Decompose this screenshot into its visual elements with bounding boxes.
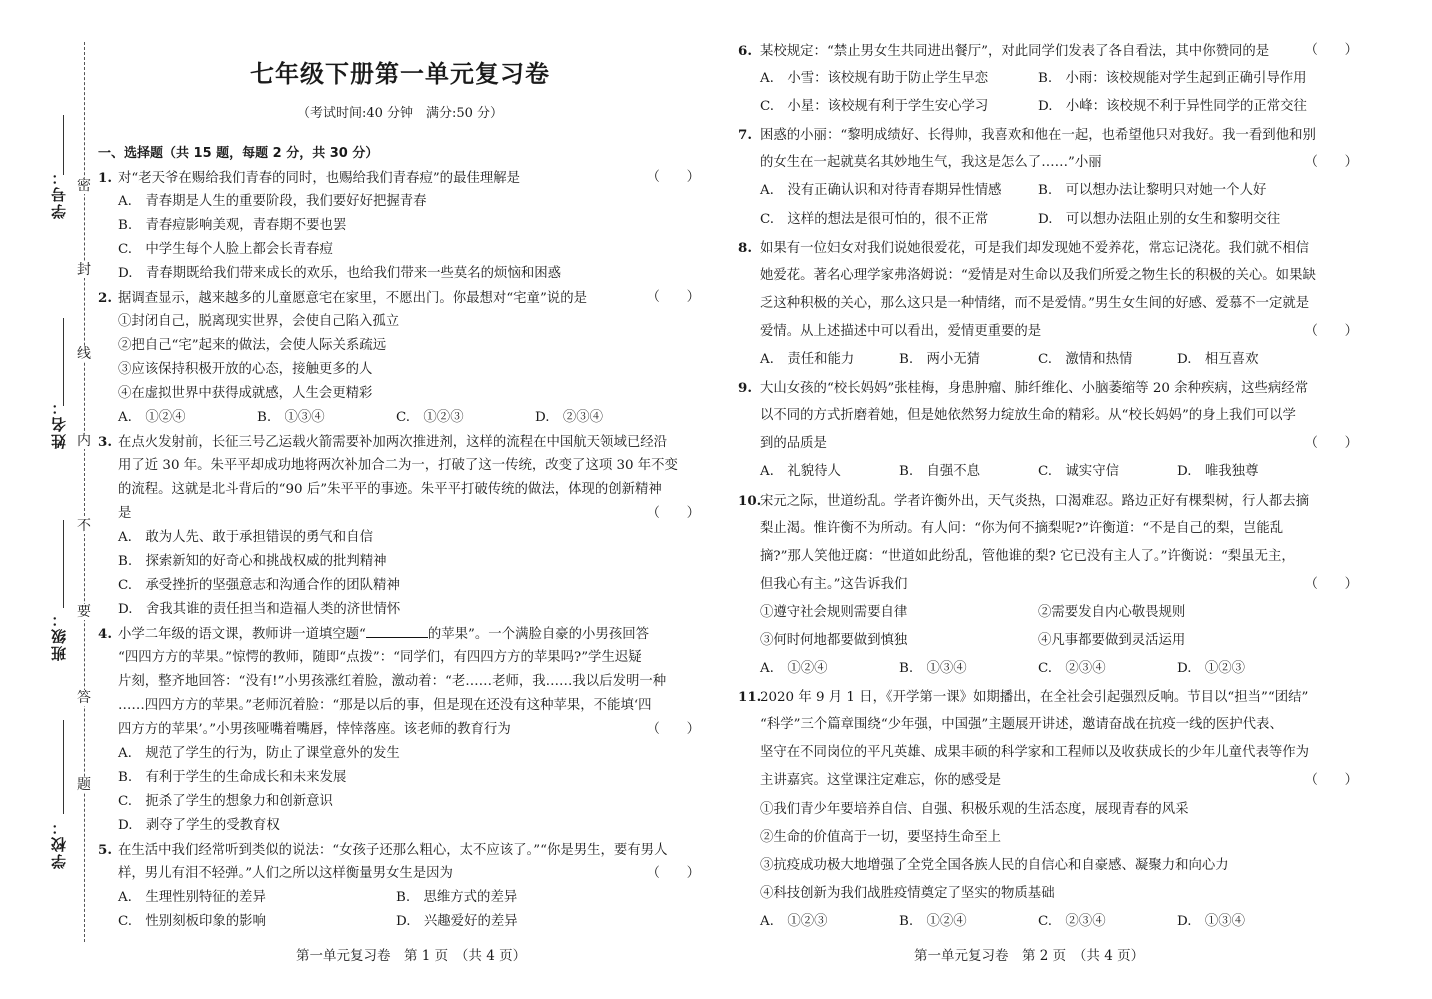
line-text: ……四四方方的苹果。”老师沉着脸：“那是以后的事，但是现在还没有这种苹果，不能填‘四 xyxy=(118,698,652,713)
question-text xyxy=(738,767,1358,795)
option-item: D. 相互喜欢 xyxy=(1177,352,1259,368)
class-line xyxy=(63,520,64,608)
question-text xyxy=(98,574,700,598)
option-item: D. 可以想办法阻止别的女生和黎明交往 xyxy=(1038,211,1281,227)
option-item: A. 生理性别特征的差异 xyxy=(118,890,266,905)
option-item: D. ①③④ xyxy=(1177,913,1246,929)
school-line xyxy=(63,720,64,814)
question-number: 9. xyxy=(738,380,752,397)
question-text xyxy=(738,515,1358,543)
answer-bracket: （ ） xyxy=(646,290,700,305)
option-row xyxy=(98,910,700,934)
school-label: 学校： xyxy=(50,818,68,869)
option-item: D. ②③④ xyxy=(535,410,604,425)
line-text: 大山女孩的“校长妈妈”张桂梅，身患肿瘤、肺纤维化、小脑萎缩等 20 余种疾病，这些病经常 xyxy=(760,381,1309,397)
line-text: B. 有利于学生的生命成长和未来发展 xyxy=(118,770,347,785)
seal-char: 题 xyxy=(77,777,91,793)
line-text: 爱情。从上述描述中可以看出，爱情更重要的是 xyxy=(760,323,1042,339)
fill-blank xyxy=(366,623,428,638)
question-stem xyxy=(98,838,700,862)
line-text: 摘?”那人笑他迂腐：“世道如此纷乱，管他谁的梨? 它已没有主人了。”许衡说：“梨虽无主， xyxy=(760,548,1295,564)
question-text xyxy=(98,190,700,214)
option-item: B. ①②④ xyxy=(899,913,967,929)
option-item: A. ①②④ xyxy=(118,410,186,425)
line-text: 但我心有主。”这告诉我们 xyxy=(760,576,908,592)
answer-bracket: （ ） xyxy=(646,722,700,737)
option-item: C. 这样的想法是很可怕的，很不正常 xyxy=(760,211,989,227)
line-text: 宋元之际，世道纷乱。学者许衡外出，天气炎热，口渴难忍。路边正好有棵梨树，行人都去摘 xyxy=(760,493,1310,509)
seal-char: 线 xyxy=(77,346,91,362)
option-row xyxy=(738,177,1358,205)
question-text xyxy=(738,824,1358,852)
option-item: C. 小星：该校规有利于学生安心学习 xyxy=(760,99,989,115)
question-stem xyxy=(98,622,700,646)
question-text xyxy=(738,430,1358,458)
line-text: 主讲嘉宾。这堂课注定难忘，你的感受是 xyxy=(760,773,1002,789)
question-text xyxy=(98,766,700,790)
answer-bracket: （ ） xyxy=(646,866,700,881)
line-text: 小学二年级的语文课，教师讲一道填空题“ xyxy=(118,627,366,642)
question-number: 7. xyxy=(738,127,752,144)
question-number: 3. xyxy=(98,434,112,450)
section-heading: 一、选择题（共 15 题，每题 2 分，共 30 分） xyxy=(98,146,379,161)
question-text xyxy=(98,334,700,358)
option-row xyxy=(738,655,1358,683)
line-text: 困惑的小丽：“黎明成绩好、长得帅，我喜欢和他在一起，也希望他只对我好。我一看到他和别 xyxy=(760,128,1316,144)
line-text: ②生命的价值高于一切，要坚持生命至上 xyxy=(760,829,1002,845)
right-question-list xyxy=(738,37,1358,936)
question-text xyxy=(738,149,1358,177)
line-text: 2020 年 9 月 1 日，《开学第一课》如期播出，在全社会引起强烈反响。节目以“担当”“团结” xyxy=(760,690,1309,706)
line-text: ③应该保持积极开放的心态，接触更多的人 xyxy=(118,362,373,377)
option-item: B. 可以想办法让黎明只对她一个人好 xyxy=(1038,183,1267,199)
option-item: A. ①②④ xyxy=(760,661,828,677)
line-text: 坚守在不同岗位的平凡英雄、成果丰硕的科学家和工程师以及收获成长的少年儿童代表等作为 xyxy=(760,745,1310,761)
question-text xyxy=(98,814,700,838)
line-text: 某校规定：“禁止男女生共同进出餐厅”，对此同学们发表了各自看法，其中你赞同的是 xyxy=(760,44,1270,59)
question-text xyxy=(98,598,700,622)
option-item: A. 没有正确认识和对待青春期异性情感 xyxy=(760,183,1002,199)
question-number: 1. xyxy=(98,170,112,186)
question-text xyxy=(738,880,1358,908)
option-item: C. 诚实守信 xyxy=(1038,464,1119,480)
question-number: 5. xyxy=(98,842,112,858)
option-row xyxy=(738,908,1358,936)
page-right xyxy=(716,0,1432,999)
question-text xyxy=(738,262,1358,290)
question-stem xyxy=(738,234,1358,262)
option-row xyxy=(738,346,1358,374)
option-row xyxy=(98,886,700,910)
seal-char: 要 xyxy=(77,604,91,620)
question-text xyxy=(98,214,700,238)
option-item: A. 责任和能力 xyxy=(760,352,855,368)
line-text: 据调查显示，越来越多的儿童愿意宅在家里，不愿出门。你最想对“宅童”说的是 xyxy=(118,291,587,306)
question-text xyxy=(98,358,700,382)
question-text xyxy=(98,478,700,502)
line-text: B. 探索新知的好奇心和挑战权威的批判精神 xyxy=(118,554,387,569)
line-text: ③抗疫成功极大地增强了全党全国各族人民的自信心和自豪感、凝聚力和向心力 xyxy=(760,857,1229,873)
seal-char: 内 xyxy=(77,433,91,449)
question-number: 6. xyxy=(738,43,752,59)
line-text: 在生活中我们经常听到类似的说法：“女孩子还那么粗心，太不应该了。”“你是男生，要有男人 xyxy=(118,843,668,858)
question-text xyxy=(98,502,700,526)
question-stem xyxy=(738,374,1358,402)
exam-subtitle: （考试时间:40 分钟 满分:50 分） xyxy=(296,106,504,121)
question-text xyxy=(98,550,700,574)
exam-title: 七年级下册第一单元复习卷 xyxy=(250,60,550,88)
line-text: A. 规范了学生的行为，防止了课堂意外的发生 xyxy=(118,746,400,761)
option-item: B. ①③④ xyxy=(257,410,325,425)
question-stem xyxy=(98,166,700,190)
question-text xyxy=(98,526,700,550)
question-stem xyxy=(738,487,1358,515)
question-number: 2. xyxy=(98,290,112,306)
seal-char: 不 xyxy=(77,518,91,534)
question-stem xyxy=(738,37,1358,65)
question-number: 11. xyxy=(738,689,762,706)
line-text: C. 承受挫折的坚强意志和沟通合作的团队精神 xyxy=(118,578,400,593)
line-text: 用了近 30 年。朱平平却成功地将两次补加合二为一，打破了这一传统，改变了这项 30 年不变 xyxy=(118,458,678,473)
option-item: C. ①②③ xyxy=(396,410,464,425)
line-text: 的流程。这就是北斗背后的“90 后”朱平平的事迹。朱平平打破传统的做法，体现的创新精神 xyxy=(118,482,662,497)
option-row xyxy=(738,627,1358,655)
option-item: B. 两小无猜 xyxy=(899,352,981,368)
option-row xyxy=(98,406,700,430)
option-item: C. ②③④ xyxy=(1038,913,1106,929)
answer-bracket: （ ） xyxy=(1304,576,1358,592)
line-text: ①封闭自己，脱离现实世界，会使自己陷入孤立 xyxy=(118,314,400,329)
question-text xyxy=(98,790,700,814)
line-text: 在点火发射前，长征三号乙运载火箭需要补加两次推进剂，这样的流程在中国航天领域已经沿 xyxy=(118,435,668,450)
option-item: B. 思维方式的差异 xyxy=(396,890,518,905)
answer-bracket: （ ） xyxy=(646,170,700,185)
question-text xyxy=(98,238,700,262)
answer-bracket: （ ） xyxy=(1304,323,1358,339)
answer-bracket: （ ） xyxy=(1304,773,1358,789)
option-item: B. ①③④ xyxy=(899,661,967,677)
line-text: C. 扼杀了学生的想象力和创新意识 xyxy=(118,794,333,809)
question-stem xyxy=(738,683,1358,711)
line-text: D. 青春期既给我们带来成长的欢乐，也给我们带来一些莫名的烦恼和困惑 xyxy=(118,266,562,281)
option-row xyxy=(738,65,1358,93)
line-text: ④在虚拟世界中获得成就感，人生会更精彩 xyxy=(118,386,373,401)
option-row xyxy=(738,599,1358,627)
option-item: C. 性别刻板印象的影响 xyxy=(118,914,266,929)
question-number: 10. xyxy=(738,492,762,509)
option-row xyxy=(738,206,1358,234)
line-text: 到的品质是 xyxy=(760,436,827,452)
option-item: D. 兴趣爱好的差异 xyxy=(396,914,518,929)
question-text xyxy=(98,670,700,694)
line-text: “科学”三个篇章围绕“少年强，中国强”主题展开讲述，邀请奋战在抗疫一线的医护代表、 xyxy=(760,717,1283,733)
answer-bracket: （ ） xyxy=(1304,436,1358,452)
option-item: C. 激情和热情 xyxy=(1038,352,1133,368)
line-text: 她爱花。著名心理学家弗洛姆说：“爱情是对生命以及我们所爱之物生长的积极的关心。如果缺 xyxy=(760,267,1316,283)
student-id-label: 学号： xyxy=(50,168,68,219)
line-text: D. 舍我其谁的责任担当和造福人类的济世情怀 xyxy=(118,602,401,617)
line-text: ④科技创新为我们战胜疫情奠定了坚实的物质基础 xyxy=(760,885,1055,901)
question-text xyxy=(98,262,700,286)
option-item: D. ①②③ xyxy=(1177,661,1246,677)
line-text: B. 青春痘影响美观，青春期不要也罢 xyxy=(118,218,347,233)
line-text: “四四方方的苹果。”惊愕的教师，随即“点拨”：“同学们，有四四方方的苹果吗?”学生迟疑 xyxy=(118,650,642,665)
name-line xyxy=(63,318,64,406)
seal-char: 密 xyxy=(77,178,91,194)
option-row xyxy=(738,93,1358,121)
option-item: A. ①②③ xyxy=(760,913,828,929)
option-item: B. 小雨：该校规能对学生起到正确引导作用 xyxy=(1038,71,1307,87)
option-item: C. ②③④ xyxy=(1038,661,1106,677)
question-text xyxy=(738,796,1358,824)
question-text xyxy=(98,862,700,886)
name-label: 姓名： xyxy=(50,398,68,449)
question-number: 4. xyxy=(98,626,112,642)
question-text xyxy=(738,711,1358,739)
line-text: D. 剥夺了学生的受教育权 xyxy=(118,818,280,833)
line-text: C. 中学生每个人脸上都会长青春痘 xyxy=(118,242,333,257)
line-text: 的女生在一起就莫名其妙地生气，我这是怎么了……”小丽 xyxy=(760,155,1102,171)
line-text: 梨止渴。惟许衡不为所动。有人问：“你为何不摘梨呢?”许衡道：“不是自己的梨，岂能乱 xyxy=(760,520,1284,536)
line-text: 如果有一位妇女对我们说她很爱花，可是我们却发现她不爱养花，常忘记浇花。我们就不相信 xyxy=(760,240,1310,256)
option-row xyxy=(738,458,1358,486)
question-text xyxy=(738,852,1358,880)
question-text xyxy=(738,571,1358,599)
question-stem xyxy=(98,430,700,454)
question-text xyxy=(98,694,700,718)
seal-dashed-line xyxy=(84,42,85,942)
question-text xyxy=(738,402,1358,430)
option-item: A. 小雪：该校规有助于防止学生早恋 xyxy=(760,71,989,87)
line-text: 以不同的方式折磨着她，但是她依然努力绽放生命的精彩。从“校长妈妈”的身上我们可以学 xyxy=(760,408,1296,424)
question-text xyxy=(738,290,1358,318)
question-text xyxy=(98,646,700,670)
class-label: 班级： xyxy=(50,610,68,661)
line-text: A. 敢为人先、敢于承担错误的勇气和自信 xyxy=(118,530,373,545)
answer-bracket: （ ） xyxy=(1304,43,1358,58)
question-stem xyxy=(98,286,700,310)
question-stem xyxy=(738,121,1358,149)
option-item: D. 小峰：该校规不利于异性同学的正常交往 xyxy=(1038,99,1307,115)
line-text: 对“老天爷在赐给我们青春的同时，也赐给我们青春痘”的最佳理解是 xyxy=(118,171,521,186)
question-text xyxy=(98,454,700,478)
page-footer-left: 第一单元复习卷 第 1 页 （共 4 页） xyxy=(296,948,527,964)
question-text xyxy=(98,310,700,334)
line-text: 片刻，整齐地回答：“没有!”小男孩涨红着脸，激动着：“老……老师，我……我以后发明一种 xyxy=(118,674,667,689)
option-item: ③何时何地都要做到慎独 xyxy=(760,632,908,648)
question-text xyxy=(98,382,700,406)
option-item: D. 唯我独尊 xyxy=(1177,464,1259,480)
option-item: ④凡事都要做到灵活运用 xyxy=(1038,632,1186,648)
line-text: 四方方的苹果’。”小男孩哑嘴着嘴唇，悻悻落座。该老师的教育行为 xyxy=(118,722,511,737)
question-text xyxy=(738,739,1358,767)
question-text xyxy=(98,742,700,766)
option-item: ①遵守社会规则需要自律 xyxy=(760,604,908,620)
line-text: 是 xyxy=(118,506,132,521)
answer-bracket: （ ） xyxy=(1304,155,1358,171)
line-text: 样，男儿有泪不轻弹。”人们之所以这样衡量男女生是因为 xyxy=(118,866,453,881)
line-text: ②把自己“宅”起来的做法，会使人际关系疏远 xyxy=(118,338,387,353)
line-text: ①我们青少年要培养自信、自强、积极乐观的生活态度，展现青春的风采 xyxy=(760,801,1189,817)
student-id-line xyxy=(63,115,64,175)
line-text: A. 青春期是人生的重要阶段，我们要好好把握青春 xyxy=(118,194,427,209)
question-number: 8. xyxy=(738,239,752,256)
question-text xyxy=(738,318,1358,346)
line-text: 的苹果”。一个满脸自豪的小男孩回答 xyxy=(427,627,649,642)
seal-char: 答 xyxy=(77,690,91,706)
seal-char: 封 xyxy=(77,262,91,278)
option-item: B. 自强不息 xyxy=(899,464,981,480)
page-footer-right: 第一单元复习卷 第 2 页 （共 4 页） xyxy=(914,948,1145,964)
question-text xyxy=(98,718,700,742)
option-item: ②需要发自内心敬畏规则 xyxy=(1038,604,1186,620)
answer-bracket: （ ） xyxy=(646,506,700,521)
line-text: 乏这种积极的关心，那么这只是一种情绪，而不是爱情。”男生女生间的好感、爱慕不一定就是 xyxy=(760,295,1310,311)
question-text xyxy=(738,543,1358,571)
option-item: A. 礼貌待人 xyxy=(760,464,841,480)
left-question-list xyxy=(98,142,700,934)
